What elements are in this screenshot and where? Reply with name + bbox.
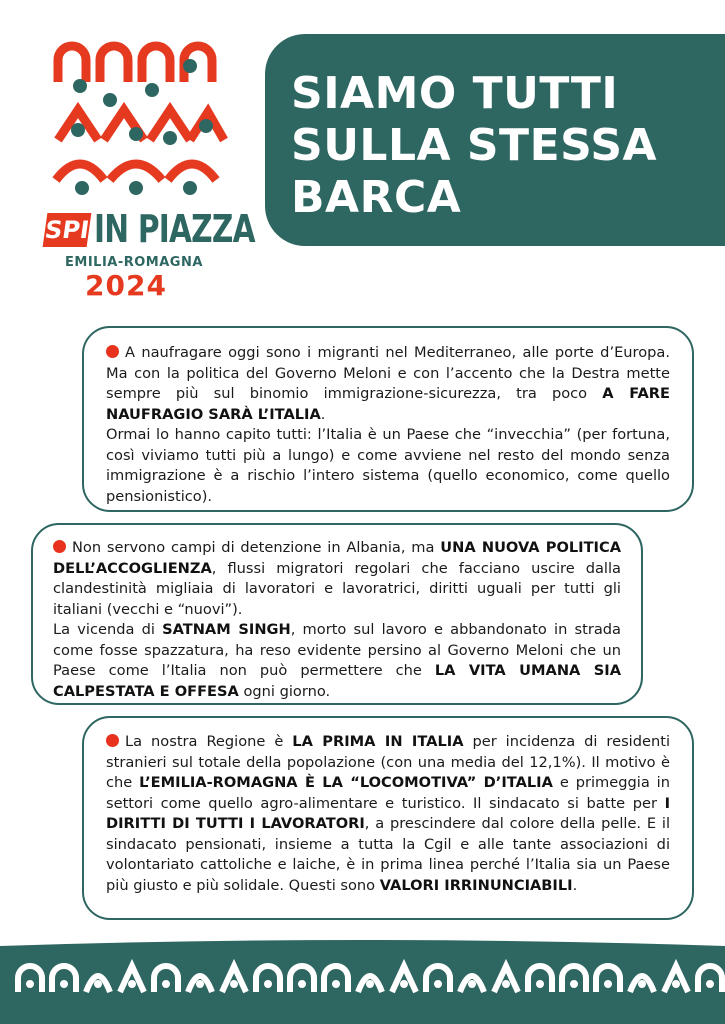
emphasis-text: SATNAM SINGH (162, 621, 291, 638)
text-card-accoglienza (31, 523, 643, 705)
text-card-regione (82, 716, 694, 920)
body-text: , a prescindere dal colore della pelle. E il sindacato pensionati, insieme a tutta la Cgil e alle tante associazioni di volontariato cattoliche e laiche, è in prima linea perché l’Italia sia un Paese più giusto e più solidale. Questi sono (106, 815, 670, 894)
bullet-dot-icon (53, 540, 66, 553)
logo-year: 2024 (85, 269, 167, 302)
title-line-2: SULLA STESSA (291, 120, 658, 171)
body-text: , flussi migratori regolari che facciano uscire dalla clandestinità migliaia di lavoratori e lavoratrici, diritti uguali per tutti gli italiani (vecchi e “nuovi”). (53, 559, 621, 618)
body-text: , morto sul lavoro e abbandonato in strada come fosse spazzatura, ha reso evidente persino al Governo Meloni che un Paese come l’Italia non può permettere che (53, 621, 621, 679)
arches-border-icon (0, 940, 725, 1024)
body-text: . (320, 405, 326, 423)
emphasis-text: L’EMILIA-ROMAGNA È LA “LOCOMOTIVA” D’ITALIA (139, 774, 553, 791)
bullet-dot-icon (106, 734, 119, 747)
footer-band (0, 940, 725, 1024)
arches-emblem-icon (40, 30, 230, 205)
page-title (291, 68, 657, 224)
bullet-dot-icon (106, 345, 119, 358)
logo-name: IN PIAZZA (94, 207, 255, 251)
emphasis-text: A FARE NAUFRAGIO SARÀ L’ITALIA (106, 385, 670, 423)
body-text: La nostra Regione è (125, 733, 293, 750)
paragraph-1 (106, 343, 670, 507)
emphasis-text: UNA NUOVA POLITICA DELL’ACCOGLIENZA (53, 539, 621, 577)
body-text: e primeggia in settori come quello agro-alimentare e turistico. Il sindacato si batte per (106, 774, 670, 812)
emphasis-text: LA PRIMA IN ITALIA (292, 733, 464, 750)
emphasis-text: LA VITA UMANA SIA CALPESTATA E OFFESA (53, 662, 621, 700)
body-text: Ormai lo hanno capito tutti: l’Italia è un Paese che “invecchia” (per fortuna, così viviamo tutti più a lungo) e come avviene nel resto del mondo senza immigrazione è a rischio l’intero sistema (quello economico, come quello pensionistico). (106, 426, 670, 505)
spi-badge: SPI (43, 213, 92, 247)
emphasis-text: I DIRITTI DI TUTTI I LAVORATORI (106, 794, 670, 832)
paragraph-3 (106, 732, 670, 896)
body-text: . (572, 876, 578, 894)
body-text: per incidenza di residenti stranieri sul totale della popolazione (con una media del 12,1%). Il motivo è che (106, 733, 670, 791)
title-line-1: SIAMO TUTTI (291, 68, 619, 119)
title-banner (265, 34, 725, 246)
text-card-migranti (82, 326, 694, 512)
title-line-3: BARCA (291, 172, 462, 223)
body-text: A naufragare oggi sono i migranti nel Mediterraneo, alle porte d’Europa. Ma con la politica del Governo Meloni e con l’accento che la Destra mette sempre più sul binomio immigrazione-sicurezza, tra poco (106, 344, 670, 402)
spi-in-piazza-logo (40, 30, 255, 302)
body-text: Non servono campi di detenzione in Albania, ma (72, 539, 441, 556)
logo-region: EMILIA-ROMAGNA (65, 255, 203, 270)
emphasis-text: VALORI IRRINUNCIABILI (379, 876, 573, 894)
body-text: ogni giorno. (238, 682, 331, 700)
body-text: La vicenda di (53, 621, 163, 638)
paragraph-2 (53, 538, 621, 702)
